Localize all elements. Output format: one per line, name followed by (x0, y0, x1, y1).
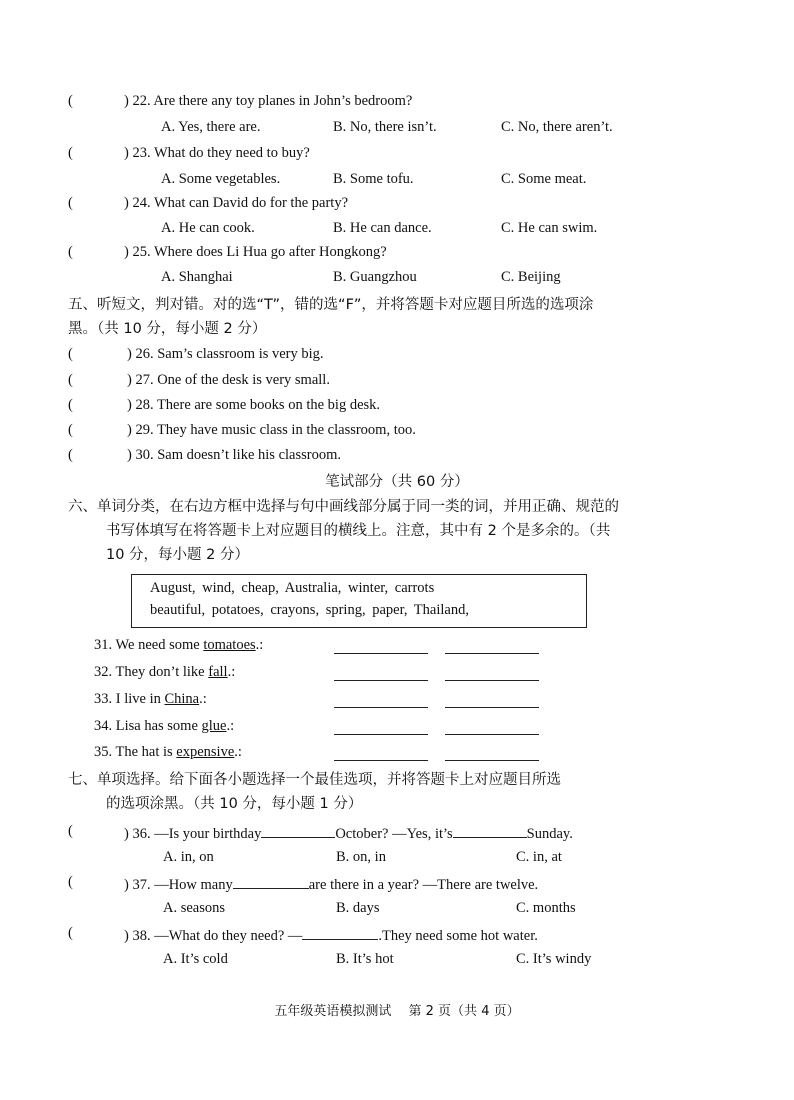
option-a[interactable]: A. Shanghai (161, 269, 233, 285)
section6-instructions (68, 495, 668, 567)
option-c[interactable]: C. months (516, 900, 576, 916)
sentence-post: .: (226, 718, 235, 734)
answer-line-1[interactable] (334, 652, 428, 654)
answer-line-2[interactable] (445, 706, 539, 708)
option-a[interactable]: A. Some vegetables. (161, 171, 281, 187)
answer-paren[interactable]: ( (68, 823, 73, 839)
option-b[interactable]: B. Some tofu. (333, 171, 414, 187)
section5-title-cont: 黑。（共 10 分，每小题 2 分） (68, 321, 267, 337)
option-c[interactable]: C. No, there aren’t. (501, 119, 613, 135)
answer-paren[interactable]: ( (68, 925, 73, 941)
option-c[interactable]: C. in, at (516, 849, 562, 865)
fill-blank[interactable] (233, 874, 309, 889)
sentence-post: .: (234, 744, 242, 760)
answer-paren[interactable]: ( (68, 372, 73, 388)
sentence-pre: 31. We need some (94, 637, 204, 653)
answer-line-2[interactable] (445, 733, 539, 735)
option-b[interactable]: B. on, in (336, 849, 386, 865)
question-text (124, 823, 573, 843)
answer-line-1[interactable] (334, 759, 428, 761)
section7-title: 七、单项选择。给下面各小题选择一个最佳选项，并将答题卡上对应题目所选 (68, 772, 561, 788)
question-text: ) 22. Are there any toy planes in John’s bedroom? (124, 93, 413, 109)
option-a[interactable]: A. seasons (163, 900, 226, 916)
option-b[interactable]: B. No, there isn’t. (333, 119, 437, 135)
answer-paren[interactable]: ( (68, 422, 73, 438)
sentence (94, 718, 234, 735)
question-text: ) 23. What do they need to buy? (124, 145, 310, 161)
written-section-heading: 笔试部分（共 60 分） (325, 474, 469, 490)
statement-text: ) 28. There are some books on the big desk. (127, 397, 381, 413)
page-footer: 五年级英语模拟测试 第 2 页（共 4 页） (274, 1004, 520, 1019)
answer-line-1[interactable] (334, 733, 428, 735)
section7-instructions (68, 768, 668, 816)
question-text (124, 874, 538, 894)
answer-paren[interactable]: ( (68, 93, 73, 109)
answer-paren[interactable]: ( (68, 145, 73, 161)
sentence-pre: 34. Lisa has some (94, 718, 202, 734)
underlined-word: glue (201, 718, 227, 734)
question-text: ) 24. What can David do for the party? (124, 195, 348, 211)
option-a[interactable]: A. in, on (163, 849, 214, 865)
section6-title-cont2: 10 分，每小题 2 分） (106, 547, 250, 563)
word-bank-box (131, 574, 587, 628)
option-c[interactable]: C. He can swim. (501, 220, 598, 236)
fill-blank[interactable] (453, 823, 527, 838)
answer-paren[interactable]: ( (68, 397, 73, 413)
answer-paren[interactable]: ( (68, 874, 73, 890)
answer-line-2[interactable] (445, 652, 539, 654)
question-part-3: Sunday. (526, 826, 573, 842)
option-a[interactable]: A. He can cook. (161, 220, 255, 236)
option-c[interactable]: C. Some meat. (501, 171, 587, 187)
underlined-word: expensive (176, 744, 235, 760)
question-text: ) 25. Where does Li Hua go after Hongkong? (124, 244, 387, 260)
question-part-2: are there in a year? —There are twelve. (308, 877, 539, 893)
question-part-1: ) 37. —How many (124, 877, 233, 893)
statement-text: ) 30. Sam doesn’t like his classroom. (127, 447, 341, 463)
answer-paren[interactable]: ( (68, 346, 73, 362)
option-b[interactable]: B. Guangzhou (333, 269, 417, 285)
option-b[interactable]: B. He can dance. (333, 220, 432, 236)
section5-instructions (68, 293, 668, 341)
underlined-word: China (164, 691, 200, 707)
question-part-2: .They need some hot water. (378, 928, 538, 944)
section6-title-cont: 书写体填写在将答题卡上对应题目的横线上。注意，其中有 2 个是多余的。（共 (106, 523, 611, 539)
question-part-1: ) 36. —Is your birthday (124, 826, 262, 842)
option-a[interactable]: A. Yes, there are. (161, 119, 261, 135)
sentence-post: .: (255, 637, 264, 653)
answer-line-1[interactable] (334, 706, 428, 708)
statement-text: ) 27. One of the desk is very small. (127, 372, 330, 388)
option-a[interactable]: A. It’s cold (163, 951, 228, 967)
section6-title: 六、单词分类，在右边方框中选择与句中画线部分属于同一类的词，并用正确、规范的 (68, 499, 619, 515)
underlined-word: tomatoes (203, 637, 256, 653)
statement-text: ) 29. They have music class in the classroom, too. (127, 422, 416, 438)
sentence-pre: 33. I live in (94, 691, 165, 707)
question-part-2: October? —Yes, it’s (335, 826, 453, 842)
sentence-pre: 35. The hat is (94, 744, 177, 760)
answer-line-2[interactable] (445, 759, 539, 761)
answer-paren[interactable]: ( (68, 195, 73, 211)
option-b[interactable]: B. days (336, 900, 380, 916)
underlined-word: fall (208, 664, 228, 680)
section5-title: 五、听短文，判对错。对的选“T”，错的选“F”，并将答题卡对应题目所选的选项涂 (68, 297, 594, 313)
word-bank-line-2: beautiful, potatoes, crayons, spring, paper, Thailand, (150, 602, 469, 618)
option-b[interactable]: B. It’s hot (336, 951, 394, 967)
sentence (94, 637, 263, 654)
option-c[interactable]: C. It’s windy (516, 951, 592, 967)
sentence (94, 744, 242, 761)
sentence-post: .: (199, 691, 207, 707)
sentence (94, 664, 235, 681)
sentence-post: .: (227, 664, 236, 680)
fill-blank[interactable] (261, 823, 335, 838)
sentence (94, 691, 207, 708)
fill-blank[interactable] (302, 925, 378, 940)
question-text (124, 925, 538, 945)
option-c[interactable]: C. Beijing (501, 269, 561, 285)
answer-line-1[interactable] (334, 679, 428, 681)
sentence-pre: 32. They don’t like (94, 664, 209, 680)
answer-paren[interactable]: ( (68, 244, 73, 260)
question-part-1: ) 38. —What do they need? — (124, 928, 303, 944)
statement-text: ) 26. Sam’s classroom is very big. (127, 346, 324, 362)
answer-paren[interactable]: ( (68, 447, 73, 463)
answer-line-2[interactable] (445, 679, 539, 681)
section7-title-cont: 的选项涂黑。（共 10 分，每小题 1 分） (106, 796, 363, 812)
word-bank-line-1: August, wind, cheap, Australia, winter, carrots (150, 580, 435, 596)
